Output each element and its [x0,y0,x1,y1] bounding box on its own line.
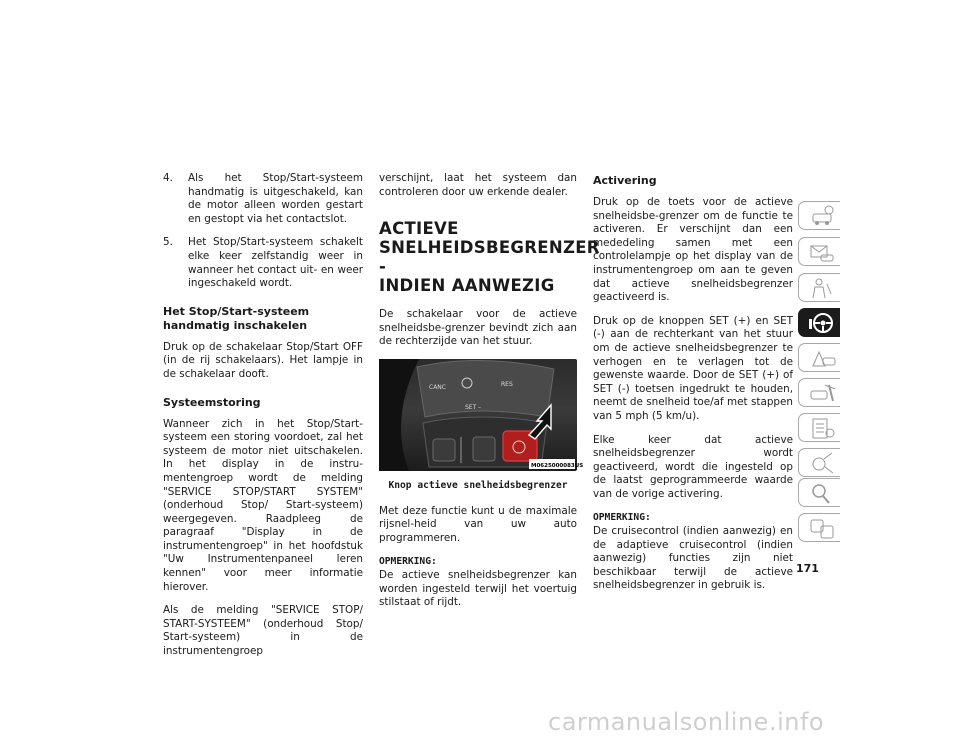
paragraph: Druk op de knoppen SET (+) en SET (-) aan de rechterkant van het stuur om de actieve snelheidsbegrenzer te verhogen en te verlagen tot de gewenste waarde. Door de SET (+) of SET (-) toetsen ingedrukt te houden, neemt de snelheid toe/af met stappen van 5 mph (5 km/u). [593,314,793,422]
watermark: carmanualsonline.info [548,708,825,736]
tab-warning-car[interactable] [798,343,840,372]
note-text: De actieve snelheidsbegrenzer kan worden ingesteld terwijl het voertuig stilstaat of rijdt. [379,568,577,609]
tab-car-info[interactable] [798,201,840,230]
heading-system-fault: Systeemstoring [163,395,261,409]
tab-mail-car[interactable] [798,237,840,266]
list-item [163,236,363,290]
language-icon [799,514,841,543]
wheel-rim-shape [379,359,419,471]
section-title-line: ACTIEVE [379,219,459,239]
set-label: SET – [465,403,482,411]
tab-steering-wheel[interactable] [798,308,840,337]
paragraph: Elke keer dat actieve snelheidsbegrenzer wordt geactiveerd, wordt die ingesteld op de laatst geprogrammeerde waarde van de vorige activering. [593,433,793,500]
car-info-icon [799,202,841,231]
paragraph: Druk op de toets voor de actieve snelheidsbe-grenzer om de functie te activeren. Er verschijnt dan een mededeling samen met een controlelampje op het display van de instrumentengroep om aan te geven dat actieve snelheidsbegrenzer geactiveerd is. [593,196,793,304]
figure-code: M0625000083US [531,462,584,469]
paragraph: Druk op de schakelaar Stop/Start OFF (in de rij schakelaars). Het lampje in de schakelaar dooft. [163,340,363,380]
lane-button [433,439,455,461]
steering-switch-photo [379,359,584,471]
tab-service-car[interactable] [798,378,840,407]
tools-icon [799,449,841,478]
tab-seat-person[interactable] [798,273,840,302]
column-middle [379,172,600,620]
note-label: OPMERKING: [379,556,437,568]
service-car-icon [799,379,841,408]
steering-switch-illustration [379,359,584,471]
section-title-line: INDIEN AANWEZIG [379,276,555,296]
list-item [163,172,363,226]
page-number: 171 [796,562,819,575]
mail-car-icon [799,238,841,267]
note-text: De cruisecontrol (indien aanwezig) en de adaptieve cruisecontrol (indien aanwezig) functies zijn niet beschikbaar terwijl de actieve snelheidsbegrenzer in gebruik is. [593,525,793,592]
seat-person-icon [799,274,841,303]
paragraph: Wanneer zich in het Stop/Start-systeem een storing voordoet, zal het systeem de motor niet uitschakelen. In het display in de instru-mentengroep wordt de melding "SERVICE STOP/START SYSTEM" (onderhoud Stop/ Start-systeem) weergegeven. Raadpleeg de paragraaf "Display in de instrumentengroep" in het hoofdstuk "Uw Instrumentenpaneel leren kennen" voor meer informatie hierover. [163,417,363,593]
distance-button [473,437,495,461]
steering-wheel-icon [799,309,841,338]
list-text: Het Stop/Start-systeem schakelt elke keer zelfstandig weer in wanneer het contact uit- en weer ingeschakeld wordt. [188,236,363,290]
note [593,511,793,593]
paragraph: De schakelaar voor de actieve snelheidsbe-grenzer bevindt zich aan de rechterzijde van het stuur. [379,308,577,348]
paragraph: Als de melding "SERVICE STOP/ START-SYSTEEM" (onderhoud Stop/ Start-systeem) in de instrumentengroep [163,604,363,658]
note-label: OPMERKING: [593,512,651,524]
tab-language[interactable] [798,513,840,542]
section-title-line: SNELHEIDSBEGRENZER - [379,238,600,277]
tab-tools[interactable] [798,448,840,477]
paragraph: Met deze functie kunt u de maximale rijsnel-heid van uw auto programmeren. [379,504,577,544]
tab-search[interactable] [798,478,840,507]
search-icon [799,479,841,508]
column-right [593,172,793,603]
list-number: 4. [163,172,173,184]
checklist-icon [799,414,841,443]
warning-car-icon [799,344,841,373]
tab-checklist[interactable] [798,413,840,442]
list-number: 5. [163,236,173,249]
figure-caption: Knop actieve snelheidsbegrenzer [388,479,568,491]
list-text: Als het Stop/Start-systeem handmatig is uitgeschakeld, kan de motor alleen worden gestart en gestopt via het contactslot. [188,172,363,225]
heading-manual-enable: Het Stop/Start-systeem handmatig inschakelen [163,304,310,332]
column-left [163,172,363,669]
note [379,555,577,609]
heading-activation: Activering [593,174,657,187]
section-title [379,219,600,296]
paragraph: verschijnt, laat het systeem dan controleren door uw erkende dealer. [379,172,577,198]
res-label: RES [501,380,513,388]
canc-label: CANC [429,383,446,391]
